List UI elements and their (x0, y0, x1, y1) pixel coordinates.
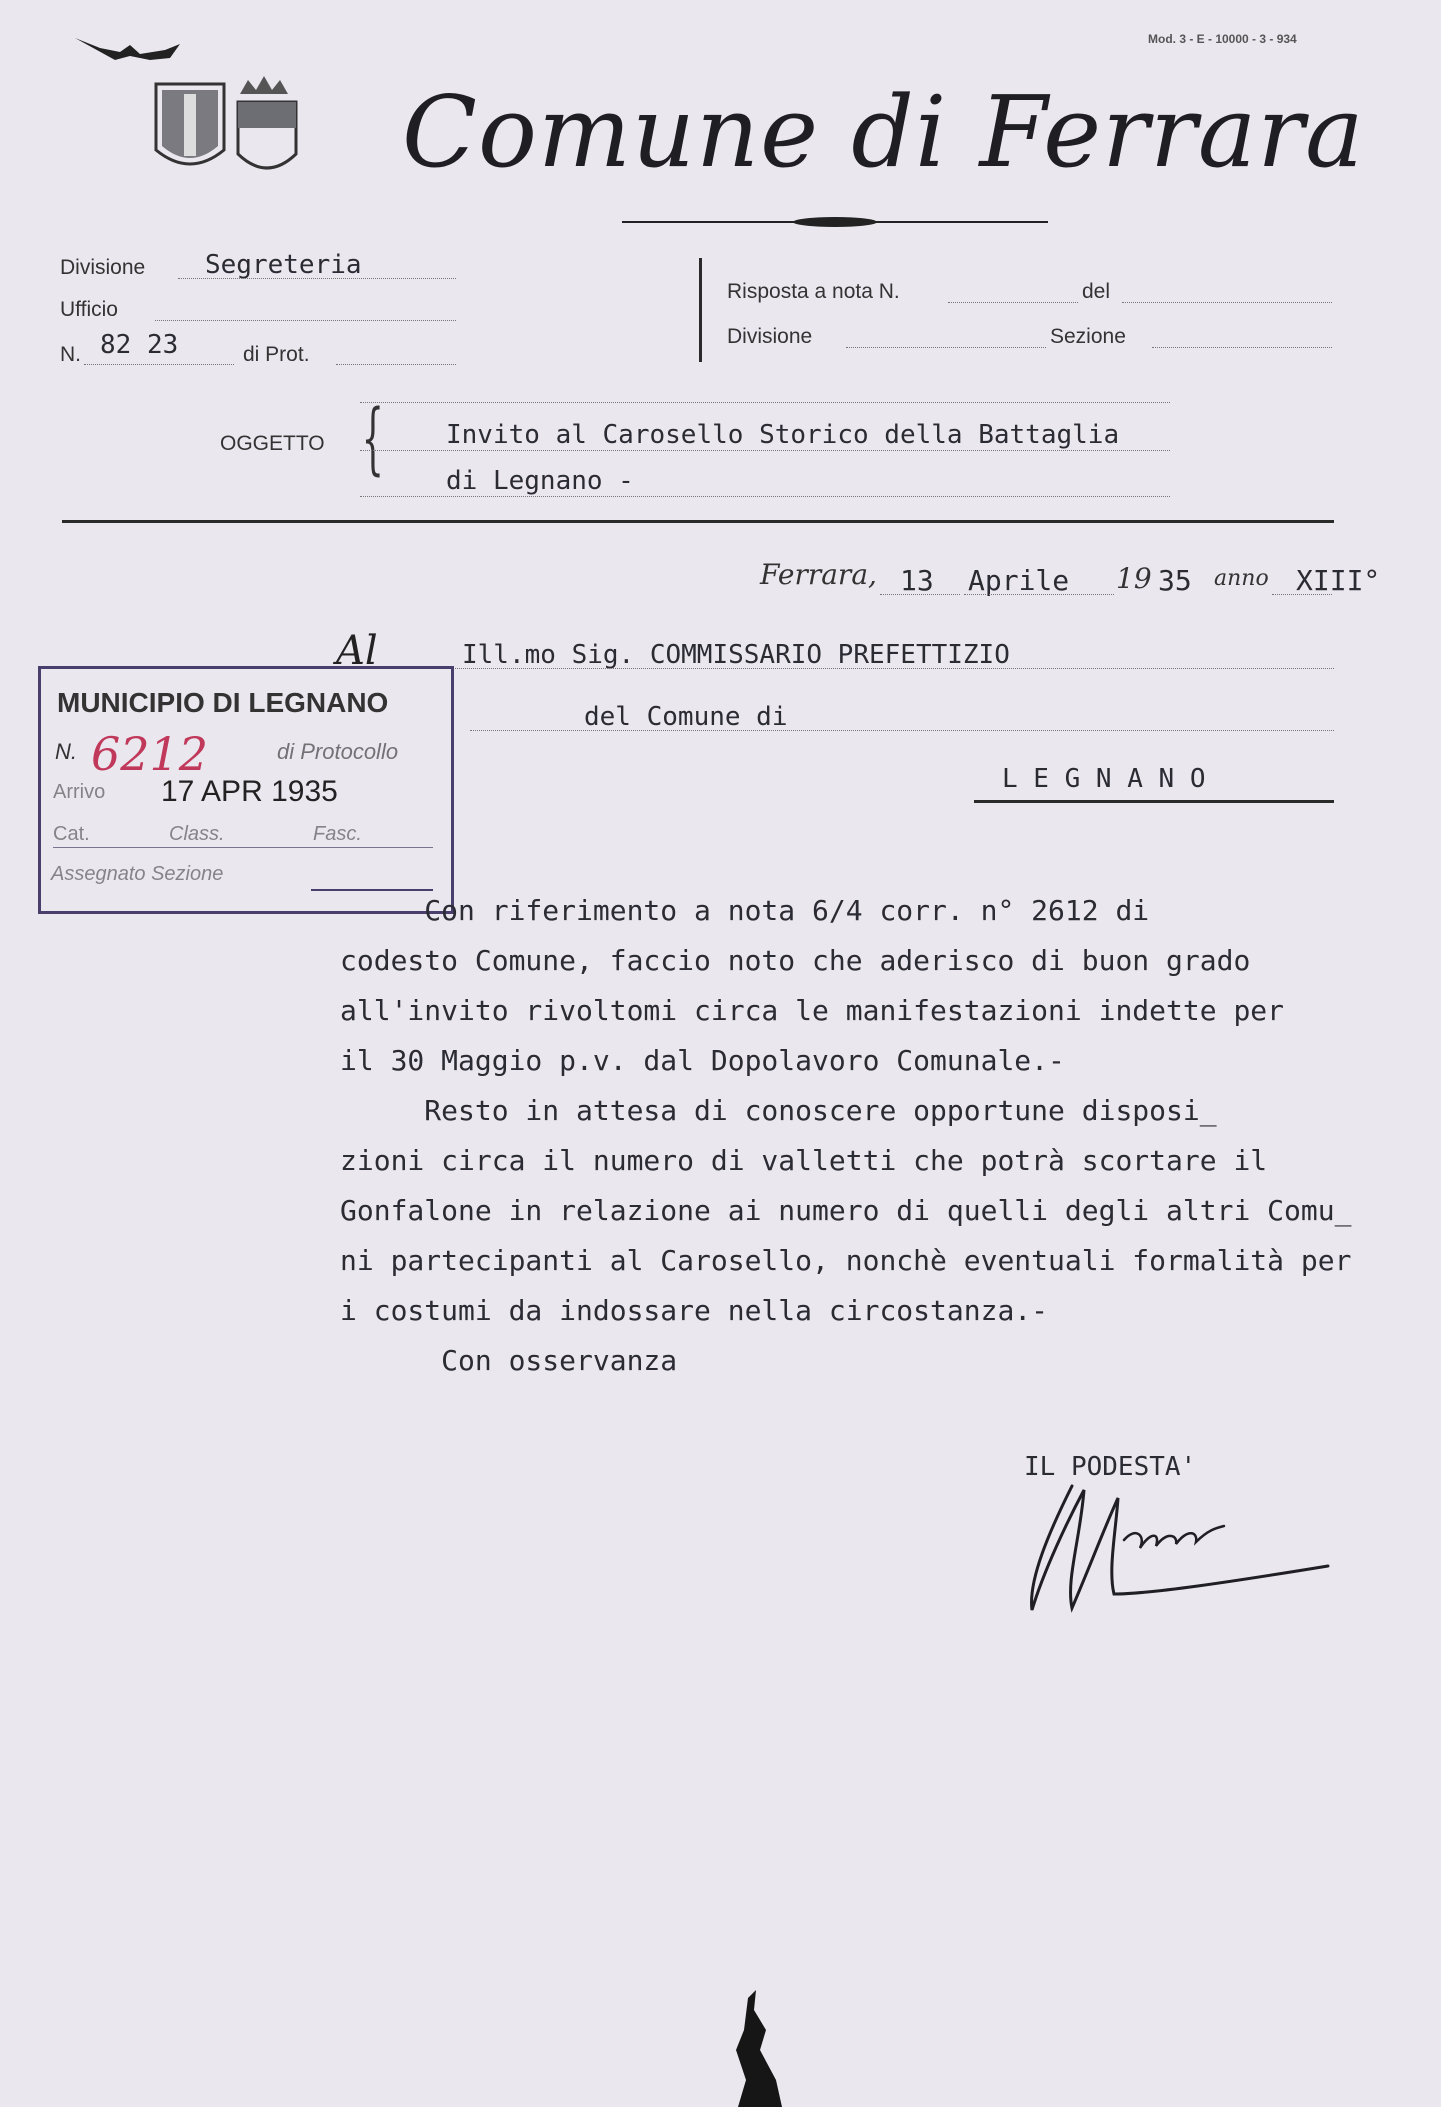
ufficio-label: Ufficio (60, 298, 118, 321)
sezione-label: Sezione (1050, 325, 1126, 348)
body-line: ni partecipanti al Carosello, nonchè eventuali formalità per (340, 1244, 1352, 1277)
n-value: 82 23 (100, 330, 179, 360)
bottom-tear-mark (720, 1990, 790, 2107)
protocol-stamp (38, 666, 454, 914)
risposta-dotted-line (948, 302, 1078, 303)
body-line: zioni circa il numero di valletti che potrà scortare il (340, 1144, 1268, 1177)
dateline-anno-dotted-line (1272, 594, 1332, 595)
stamp-n-label: N. (55, 739, 77, 764)
letterhead-flourish (620, 212, 1050, 232)
divisione-label: Divisione (60, 256, 146, 279)
divisione-right-dotted-line (846, 347, 1046, 348)
n-dotted-line (84, 364, 234, 365)
body-line: all'invito rivoltomi circa le manifestazioni indette per (340, 994, 1285, 1027)
dateline-month-dotted-line (964, 594, 1114, 595)
stamp-assegnato-rule (311, 889, 433, 891)
recipient-prefix: Al (336, 628, 378, 674)
oggetto-mid-dotted-line (360, 450, 1170, 451)
oggetto-label: OGGETTO (220, 432, 325, 455)
stamp-cat-label: Cat. (53, 823, 90, 845)
letterhead-title: Comune di Ferrara (402, 76, 1365, 190)
oggetto-brace: { (361, 394, 384, 484)
dateline-anno-label: anno (1214, 566, 1269, 591)
ufficio-dotted-line (155, 320, 456, 321)
recipient-line2: del Comune di (584, 702, 788, 732)
dateline-day-dotted-line (880, 594, 960, 595)
handwritten-signature (1010, 1470, 1340, 1620)
body-line: il 30 Maggio p.v. dal Dopolavoro Comunale.- (340, 1044, 1065, 1077)
recipient-line2-dotted-line (470, 730, 1334, 731)
recipient-city: L E G N A N O (1002, 764, 1206, 794)
recipient-line1-dotted-line (430, 668, 1334, 669)
body-line: Resto in attesa di conoscere opportune disposi_ (340, 1094, 1217, 1127)
sezione-dotted-line (1152, 347, 1332, 348)
recipient-line1: Ill.mo Sig. COMMISSARIO PREFETTIZIO (462, 640, 1010, 670)
body-line: Con riferimento a nota 6/4 corr. n° 2612 di (340, 894, 1150, 927)
stamp-arrivo-label: Arrivo (53, 781, 106, 803)
dateline-place: Ferrara, (760, 558, 877, 591)
stamp-fasc-label: Fasc. (313, 823, 362, 845)
divisione-dotted-line (178, 278, 456, 279)
divisione-right-label: Divisione (727, 325, 813, 348)
body-line: Con osservanza (340, 1344, 678, 1377)
recipient-city-underline (974, 800, 1334, 803)
coat-of-arms-emblem (150, 72, 310, 184)
header-divider (699, 258, 702, 362)
stamp-class-label: Class. (169, 823, 225, 845)
divisione-value: Segreteria (205, 250, 362, 280)
header-rule (62, 520, 1334, 523)
oggetto-top-dotted-line (360, 402, 1170, 403)
signature-title: IL PODESTA' (1024, 1452, 1197, 1482)
oggetto-line1: Invito al Carosello Storico della Battaglia (446, 420, 1120, 450)
oggetto-bottom-dotted-line (360, 496, 1170, 497)
stamp-title: MUNICIPIO DI LEGNANO (57, 687, 389, 718)
body-line: i costumi da indossare nella circostanza.- (340, 1294, 1049, 1327)
n-label: N. (60, 343, 81, 366)
prot-dotted-line (336, 364, 456, 365)
body-line: Gonfalone in relazione ai numero di quelli degli altri Comu_ (340, 1194, 1352, 1227)
del-dotted-line (1122, 302, 1332, 303)
dateline-month: Aprile (968, 564, 1070, 597)
form-code: Mod. 3 - E - 10000 - 3 - 934 (1148, 32, 1297, 46)
torn-corner-mark (70, 30, 190, 70)
stamp-cat-rule (53, 847, 433, 848)
stamp-protocollo: di Protocollo (277, 739, 399, 764)
dateline-anno-value: XIII° (1296, 564, 1381, 597)
dateline-day: 13 (900, 564, 934, 597)
dateline-year-suffix: 35 (1158, 564, 1192, 597)
prot-label: di Prot. (243, 343, 310, 366)
dateline-year-prefix: 19 (1116, 562, 1152, 595)
stamp-n-value: 6212 (91, 727, 209, 781)
stamp-assegnato-label: Assegnato Sezione (51, 863, 224, 885)
del-label: del (1082, 280, 1111, 303)
body-line: codesto Comune, faccio noto che aderisco di buon grado (340, 944, 1251, 977)
risposta-label: Risposta a nota N. (727, 280, 900, 303)
stamp-date: 17 APR 1935 (161, 775, 338, 808)
oggetto-line2: di Legnano - (446, 466, 634, 496)
